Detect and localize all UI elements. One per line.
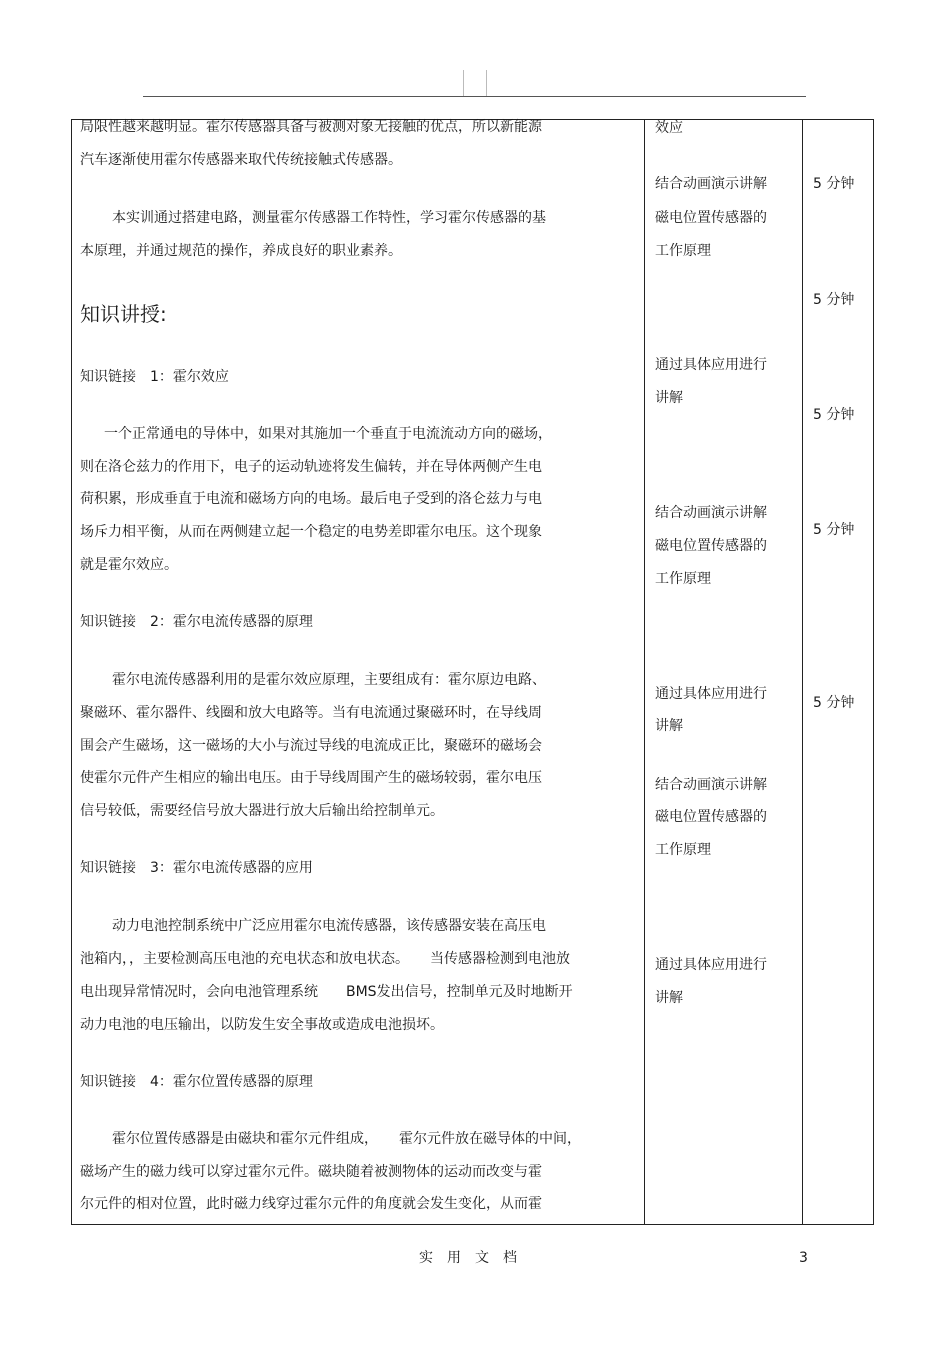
table-col-divider-1 bbox=[644, 119, 645, 1225]
method-line: 讲解 bbox=[655, 390, 683, 406]
method-line: 工作原理 bbox=[655, 571, 711, 587]
method-line: 通过具体应用进行 bbox=[655, 686, 767, 702]
table-right-border bbox=[873, 119, 874, 1225]
paragraph-line: 围会产生磁场，这一磁场的大小与流过导线的电流成正比，聚磁环的磁场会 bbox=[80, 738, 542, 754]
paragraph-line: 信号较低，需要经信号放大器进行放大后输出给控制单元。 bbox=[80, 803, 444, 819]
method-line: 效应 bbox=[655, 120, 683, 136]
time-label: 5 分钟 bbox=[813, 522, 855, 538]
header-mark-right bbox=[486, 70, 487, 96]
paragraph-line: 霍尔电流传感器利用的是霍尔效应原理，主要组成有：霍尔原边电路、 bbox=[112, 672, 546, 688]
intro-line: 本实训通过搭建电路，测量霍尔传感器工作特性，学习霍尔传感器的基 bbox=[112, 210, 546, 226]
paragraph-line: 电出现异常情况时，会向电池管理系统 BMS发出信号，控制单元及时地断开 bbox=[80, 984, 573, 1000]
paragraph-line: 霍尔位置传感器是由磁块和霍尔元件组成， 霍尔元件放在磁导体的中间， bbox=[112, 1131, 581, 1147]
page-number: 3 bbox=[799, 1250, 808, 1266]
header-rule bbox=[143, 96, 806, 97]
section-heading: 知识讲授: bbox=[80, 302, 167, 326]
table-col-divider-2 bbox=[802, 119, 803, 1225]
intro-line: 本原理，并通过规范的操作，养成良好的职业素养。 bbox=[80, 243, 402, 259]
method-line: 磁电位置传感器的 bbox=[655, 210, 767, 226]
paragraph-line: 聚磁环、霍尔器件、线圈和放大电路等。当有电流通过聚磁环时，在导线周 bbox=[80, 705, 542, 721]
method-line: 工作原理 bbox=[655, 842, 711, 858]
table-bottom-border bbox=[71, 1224, 874, 1225]
paragraph-line: 荷积累，形成垂直于电流和磁场方向的电场。最后电子受到的洛仑兹力与电 bbox=[80, 491, 542, 507]
time-label: 5 分钟 bbox=[813, 407, 855, 423]
paragraph-line: 一个正常通电的导体中，如果对其施加一个垂直于电流流动方向的磁场， bbox=[104, 426, 552, 442]
method-line: 磁电位置传感器的 bbox=[655, 809, 767, 825]
header-mark-left bbox=[463, 70, 464, 96]
paragraph-line: 使霍尔元件产生相应的输出电压。由于导线周围产生的磁场较弱，霍尔电压 bbox=[80, 770, 542, 786]
paragraph-line: 尔元件的相对位置，此时磁力线穿过霍尔元件的角度就会发生变化，从而霍 bbox=[80, 1196, 542, 1212]
method-line: 讲解 bbox=[655, 718, 683, 734]
footer-label: 实 用 文 档 bbox=[419, 1250, 517, 1266]
table-left-border bbox=[71, 119, 72, 1225]
time-label: 5 分钟 bbox=[813, 292, 855, 308]
method-line: 结合动画演示讲解 bbox=[655, 176, 767, 192]
method-line: 结合动画演示讲解 bbox=[655, 777, 767, 793]
link-title: 知识链接 1：霍尔效应 bbox=[80, 369, 229, 385]
time-label: 5 分钟 bbox=[813, 176, 855, 192]
intro-line: 汽车逐渐使用霍尔传感器来取代传统接触式传感器。 bbox=[80, 152, 402, 168]
method-line: 通过具体应用进行 bbox=[655, 357, 767, 373]
link-title: 知识链接 3：霍尔电流传感器的应用 bbox=[80, 860, 313, 876]
link-title: 知识链接 4：霍尔位置传感器的原理 bbox=[80, 1074, 313, 1090]
method-line: 通过具体应用进行 bbox=[655, 957, 767, 973]
method-line: 磁电位置传感器的 bbox=[655, 538, 767, 554]
intro-line: 局限性越来越明显。霍尔传感器具备与被测对象无接触的优点，所以新能源 bbox=[80, 119, 542, 135]
method-line: 工作原理 bbox=[655, 243, 711, 259]
paragraph-line: 就是霍尔效应。 bbox=[80, 557, 178, 573]
method-line: 结合动画演示讲解 bbox=[655, 505, 767, 521]
time-label: 5 分钟 bbox=[813, 695, 855, 711]
paragraph-line: 动力电池的电压输出，以防发生安全事故或造成电池损坏。 bbox=[80, 1017, 444, 1033]
paragraph-line: 池箱内，，主要检测高压电池的充电状态和放电状态。 当传感器检测到电池放 bbox=[80, 951, 570, 967]
method-line: 讲解 bbox=[655, 990, 683, 1006]
paragraph-line: 动力电池控制系统中广泛应用霍尔电流传感器，该传感器安装在高压电 bbox=[112, 918, 546, 934]
paragraph-line: 磁场产生的磁力线可以穿过霍尔元件。磁块随着被测物体的运动而改变与霍 bbox=[80, 1164, 542, 1180]
link-title: 知识链接 2：霍尔电流传感器的原理 bbox=[80, 614, 313, 630]
paragraph-line: 则在洛仑兹力的作用下，电子的运动轨迹将发生偏转，并在导体两侧产生电 bbox=[80, 459, 542, 475]
paragraph-line: 场斥力相平衡，从而在两侧建立起一个稳定的电势差即霍尔电压。这个现象 bbox=[80, 524, 542, 540]
